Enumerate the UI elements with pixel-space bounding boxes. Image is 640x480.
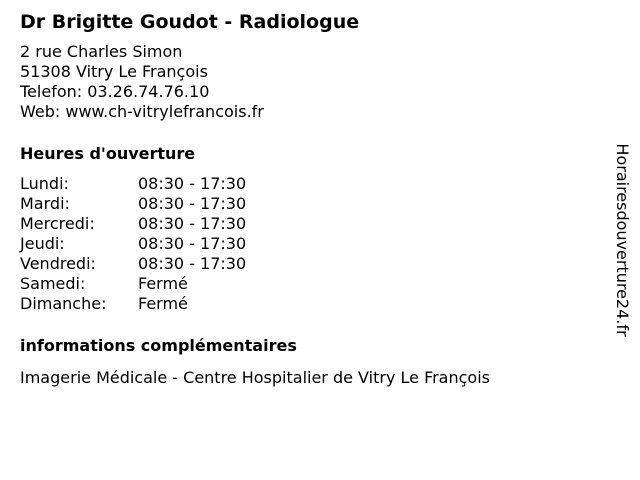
hours-time: Fermé xyxy=(138,294,188,313)
hours-day: Lundi: xyxy=(20,174,69,193)
hours-row-tuesday xyxy=(20,194,600,214)
hours-row-friday xyxy=(20,254,600,274)
additional-info-heading: informations complémentaires xyxy=(20,336,297,355)
additional-info-text: Imagerie Médicale - Centre Hospitalier de Vitry Le François xyxy=(20,368,490,387)
hours-day: Mardi: xyxy=(20,194,70,213)
hours-time: 08:30 - 17:30 xyxy=(138,234,247,253)
hours-row-saturday xyxy=(20,274,600,294)
hours-day: Samedi: xyxy=(20,274,86,293)
hours-time: 08:30 - 17:30 xyxy=(138,214,247,233)
hours-day: Mercredi: xyxy=(20,214,95,233)
hours-row-sunday xyxy=(20,294,600,314)
address-block xyxy=(20,42,600,122)
opening-hours-heading: Heures d'ouverture xyxy=(20,144,196,163)
hours-time: Fermé xyxy=(138,274,188,293)
hours-row-wednesday xyxy=(20,214,600,234)
hours-day: Dimanche: xyxy=(20,294,107,313)
page-title: Dr Brigitte Goudot - Radiologue xyxy=(20,11,360,33)
hours-time: 08:30 - 17:30 xyxy=(138,254,247,273)
hours-row-thursday xyxy=(20,234,600,254)
hours-day: Jeudi: xyxy=(20,234,65,253)
phone-number: Telefon: 03.26.74.76.10 xyxy=(20,82,210,101)
business-card xyxy=(20,10,600,388)
website-link: Web: www.ch-vitrylefrancois.fr xyxy=(20,102,264,121)
hours-row-monday xyxy=(20,174,600,194)
hours-time: 08:30 - 17:30 xyxy=(138,174,247,193)
hours-time: 08:30 - 17:30 xyxy=(138,194,247,213)
city-address: 51308 Vitry Le François xyxy=(20,62,208,81)
street-address: 2 rue Charles Simon xyxy=(20,42,183,61)
brand-watermark: Horairesdouverture24.fr xyxy=(613,143,632,337)
hours-day: Vendredi: xyxy=(20,254,96,273)
opening-hours-table xyxy=(20,174,600,314)
